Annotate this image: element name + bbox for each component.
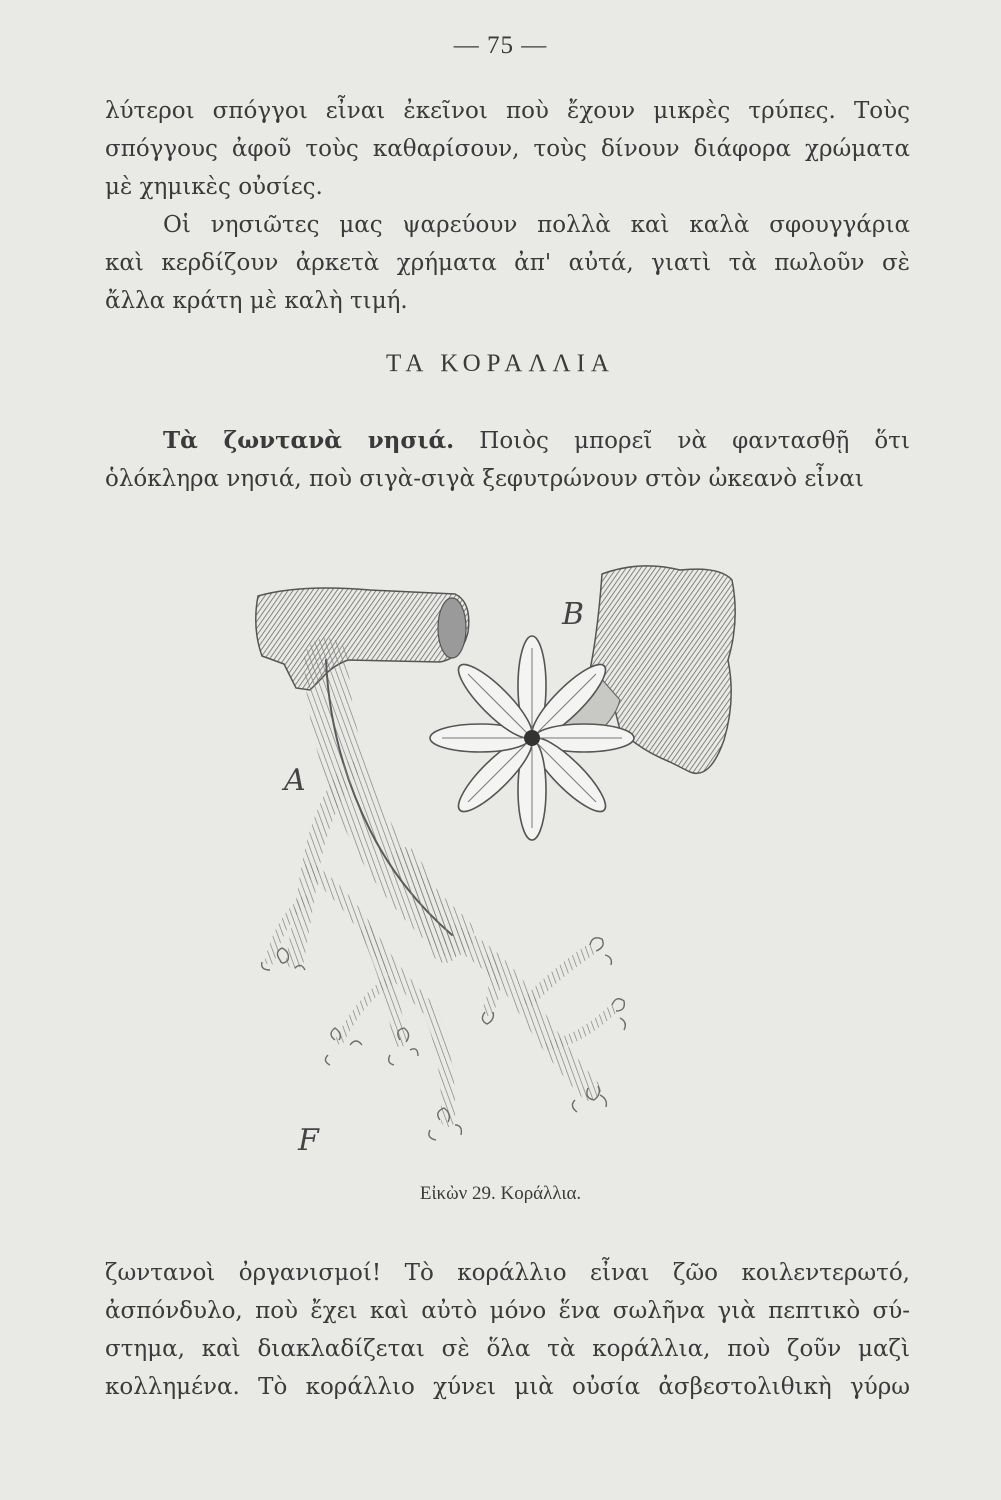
paragraph-second (105, 206, 910, 320)
figure-caption: Εἰκὼν 29. Κοράλλια. (419, 1183, 582, 1204)
bold-lead: Τὰ ζωντανὰ νησιά. (163, 427, 455, 454)
text-line (105, 422, 910, 460)
figure-label-f: F (298, 1123, 319, 1158)
section-heading: ΤΑ ΚΟΡΑΛΛΙΑ (386, 350, 615, 377)
text-line: Οἱ νησιῶτες μας ψαρεύουν πολλὰ καὶ καλὰ σφουγγάρια (163, 212, 910, 238)
coral-block-a (256, 588, 469, 690)
line-rest: Ποιὸς μπορεῖ νὰ φαντασθῇ ὅτι (454, 428, 910, 454)
text-line: ὁλόκληρα νησιά, ποὺ σιγὰ-σιγὰ ξεφυτρώνουν στὸν ὠκεανὸ εἶναι (105, 466, 864, 492)
text-line: ἀσπόνδυλο, ποὺ ἔχει καὶ αὐτὸ μόνο ἕνα σωλῆνα γιὰ πεπτικὸ σύ- (105, 1298, 910, 1324)
text-line: ἄλλα κράτη μὲ καλὴ τιμή. (105, 288, 408, 314)
paragraph-third (105, 422, 910, 498)
text-line: μὲ χημικὲς οὐσίες. (105, 174, 323, 200)
figure-label-b: B (562, 597, 585, 632)
text-line: ζωντανοὶ ὀργανισμοί! Τὸ κοράλλιο εἶναι ζῶο κοιλεντερωτό, (105, 1260, 910, 1286)
coral-star-polyp (430, 636, 634, 840)
coral-illustration (240, 540, 770, 1180)
text-line: καὶ κερδίζουν ἀρκετὰ χρήματα ἀπ' αὐτά, γιατὶ τὰ πωλοῦν σὲ (105, 250, 910, 276)
text-line: κολλημένα. Τὸ κοράλλιο χύνει μιὰ οὐσία ἀσβεστολιθικὴ γύρω (105, 1374, 910, 1400)
text-line: στημα, καὶ διακλαδίζεται σὲ ὅλα τὰ κοράλλια, ποὺ ζοῦν μαζὶ (105, 1336, 910, 1362)
paragraph-after (105, 1254, 910, 1406)
page-number: — 75 — (453, 32, 548, 59)
paragraph-top (105, 92, 910, 206)
figure-label-a: A (284, 763, 306, 798)
text-line: λύτεροι σπόγγοι εἶναι ἐκεῖνοι ποὺ ἔχουν μικρὲς τρύπες. Τοὺς (105, 98, 910, 124)
text-line: σπόγγους ἀφοῦ τοὺς καθαρίσουν, τοὺς δίνουν διάφορα χρώματα (105, 136, 910, 162)
